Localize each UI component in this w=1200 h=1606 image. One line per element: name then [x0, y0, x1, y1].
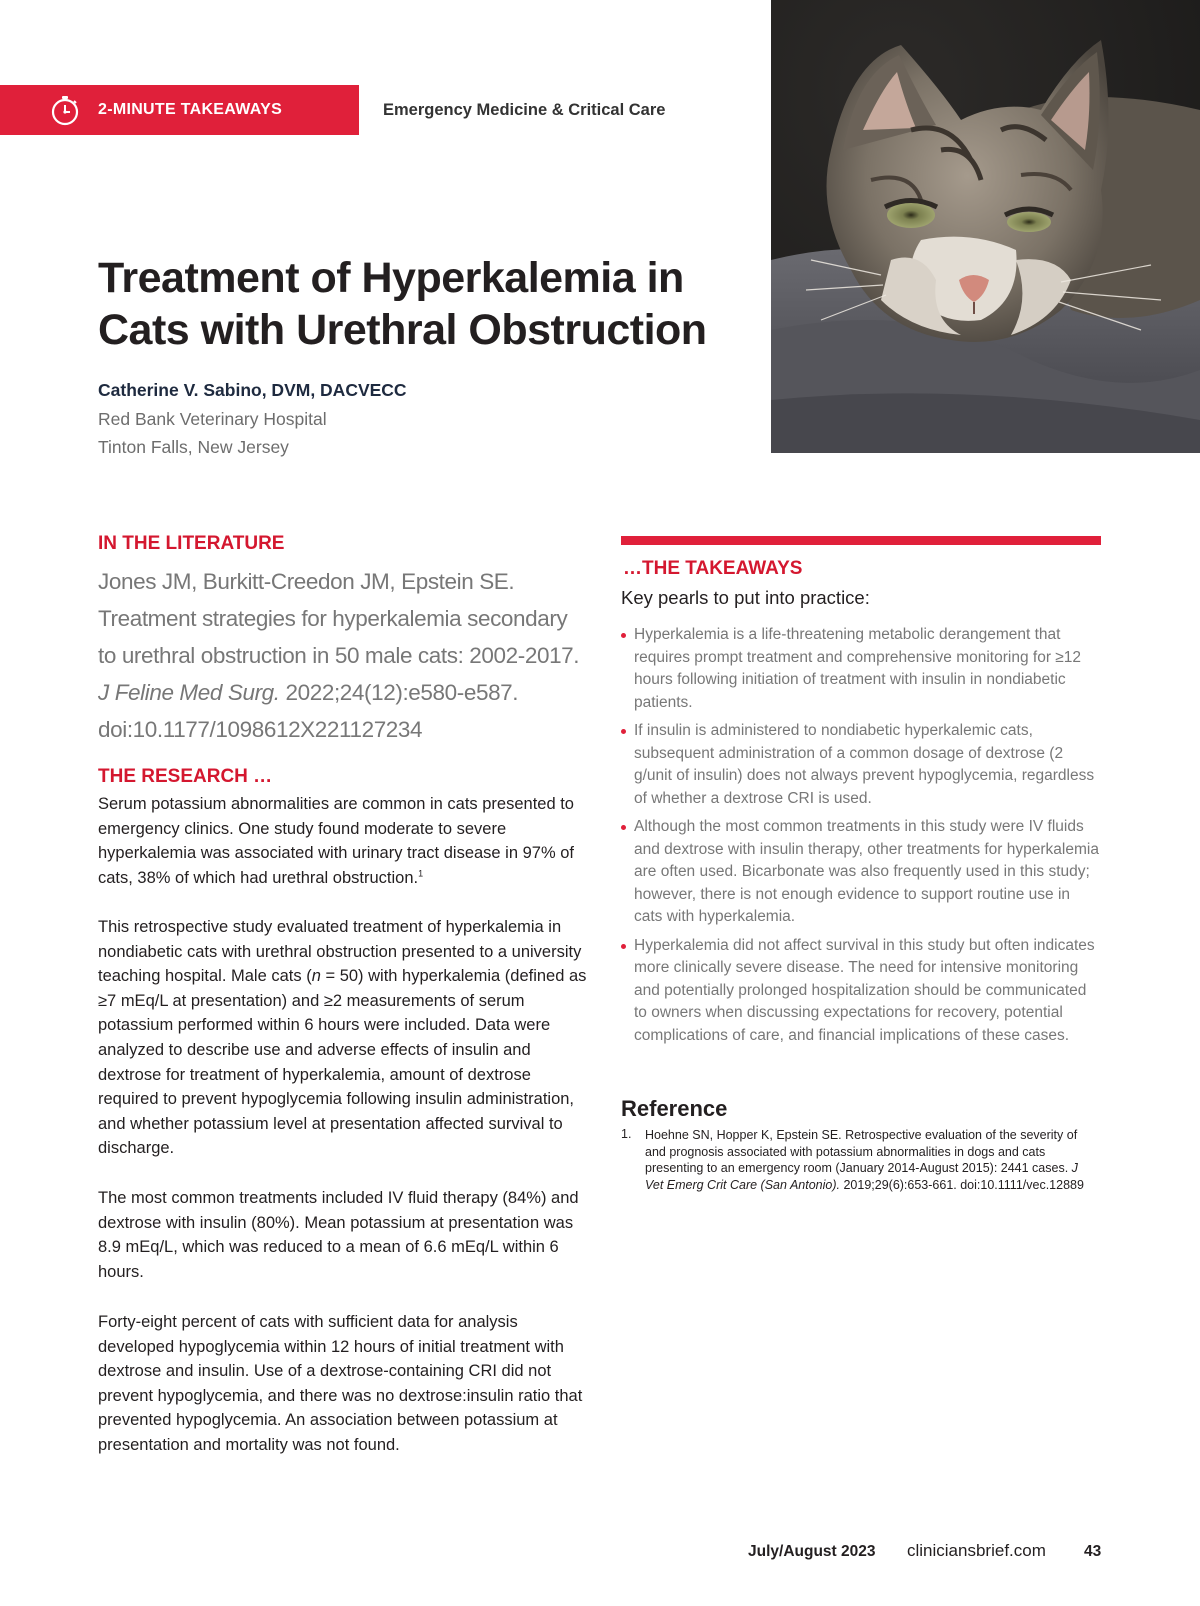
takeaway-text: Hyperkalemia is a life-threatening metabolic derangement that requires prompt treatment and comprehensive monitoring for ≥12 hours following initiation of treatment with insulin in nondiabetic patients.: [634, 626, 1082, 711]
takeaway-item: [621, 816, 1101, 929]
reference-number: 1.: [621, 1127, 632, 1141]
takeaways-subheading: Key pearls to put into practice:: [621, 587, 870, 608]
title-line-2: Cats with Urethral Obstruction: [98, 306, 707, 354]
citation-details: 2022;24(12):e580-e587. doi:10.1177/1098612X221127234: [98, 680, 519, 742]
takeaway-text: Although the most common treatments in this study were IV fluids and dextrose with insulin therapy, other treatments for hyperkalemia are often used. Bicarbonate was also frequently used in this study; however, there is not enough evidence to support routine use in cats with hyperkalemia.: [634, 818, 1099, 925]
citation-journal: J Feline Med Surg.: [98, 680, 280, 705]
bullet-icon: [621, 944, 626, 949]
takeaways-list: [621, 624, 1101, 1053]
author-name: Catherine V. Sabino, DVM, DACVECC: [98, 380, 407, 400]
article-title: [98, 252, 758, 356]
section-label: Emergency Medicine & Critical Care: [383, 101, 666, 119]
reference-main: Hoehne SN, Hopper K, Epstein SE. Retrospective evaluation of the severity of and prognosis associated with potassium abnormalities in dogs and cats presenting to an emergency room (January 2014-August 2015): 2441 cases.: [645, 1128, 1078, 1175]
research-heading: THE RESEARCH …: [98, 766, 273, 787]
literature-citation: [98, 563, 588, 748]
literature-heading: IN THE LITERATURE: [98, 533, 285, 554]
research-p1-text: Serum potassium abnormalities are common in cats presented to emergency clinics. One study found moderate to severe hyperkalemia was associated with urinary tract disease in 97% of cats, 38% of which had urethral obstruction.: [98, 795, 574, 887]
takeaway-item: [621, 935, 1101, 1048]
research-p2-text-a: This retrospective study evaluated treatment of hyperkalemia in nondiabetic cats with urethral obstruction presented to a university teaching hospital. Male cats (: [98, 918, 582, 986]
takeaways-rule: [621, 536, 1101, 545]
reference-journal: J Vet Emerg Crit Care (San Antonio).: [645, 1161, 1078, 1192]
bullet-icon: [621, 729, 626, 734]
bullet-icon: [621, 825, 626, 830]
research-p2-text-b: = 50) with hyperkalemia (defined as ≥7 mEq/L at presentation) and ≥2 measurements of serum potassium performed within 6 hours were included. Data were analyzed to describe use and adverse effects of insulin and dextrose for treatment of hyperkalemia, amount of dextrose required to prevent hypoglycemia following insulin administration, and whether potassium level at presentation affected survival to discharge.: [98, 967, 587, 1158]
takeaway-item: [621, 720, 1101, 810]
research-paragraph-2: [98, 915, 588, 1161]
reference-heading: Reference: [621, 1096, 728, 1121]
research-paragraph-3: The most common treatments included IV fluid therapy (84%) and dextrose with insulin (80%). Mean potassium at presentation was 8.9 mEq/L, which was reduced to a mean of 6.6 mEq/L within 6 hours.: [98, 1189, 579, 1281]
footnote-ref: 1: [418, 868, 424, 879]
reference-details: 2019;29(6):653-661. doi:10.1111/vec.12889: [843, 1177, 1084, 1192]
stopwatch-icon: [48, 93, 82, 127]
bullet-icon: [621, 633, 626, 638]
research-p2-n: n: [311, 967, 321, 986]
research-paragraph-1: [98, 792, 588, 890]
takeaway-item: [621, 624, 1101, 714]
banner-label: 2-MINUTE TAKEAWAYS: [98, 101, 283, 118]
title-line-1: Treatment of Hyperkalemia in: [98, 254, 684, 302]
takeaway-text: If insulin is administered to nondiabetic hyperkalemic cats, subsequent administration of a common dosage of dextrose (2 g/unit of insulin) does not always prevent hypoglycemia, regardless of whether a dextrose CRI is used.: [634, 722, 1095, 807]
affiliation-location: Tinton Falls, New Jersey: [98, 437, 289, 457]
takeaway-text: Hyperkalemia did not affect survival in this study but often indicates more clinically severe disease. The need for intensive monitoring and potentially prolonged hospitalization should be communicated to owners when discussing expectations for recovery, potential complications of care, and financial implications of these cases.: [634, 936, 1095, 1044]
takeaways-heading: …THE TAKEAWAYS: [623, 558, 803, 579]
cat-photo: [771, 0, 1200, 453]
research-paragraph-4: Forty-eight percent of cats with sufficient data for analysis developed hypoglycemia within 12 hours of initial treatment with dextrose and insulin. Use of a dextrose-containing CRI did not prevent hypoglycemia, and there was no dextrose:insulin ratio that prevented hypoglycemia. An association between potassium at presentation and mortality was not found.: [98, 1313, 583, 1454]
footer-site-link[interactable]: cliniciansbrief.com: [907, 1541, 1046, 1560]
reference-text: [645, 1127, 1090, 1193]
page-number: 43: [1084, 1543, 1102, 1560]
takeaways-banner: [0, 85, 359, 135]
footer-issue: July/August 2023: [748, 1543, 876, 1560]
citation-authors-title: Jones JM, Burkitt-Creedon JM, Epstein SE. Treatment strategies for hyperkalemia secondary to urethral obstruction in 50 male cats: 2002-2017.: [98, 569, 580, 668]
affiliation-hospital: Red Bank Veterinary Hospital: [98, 409, 327, 429]
